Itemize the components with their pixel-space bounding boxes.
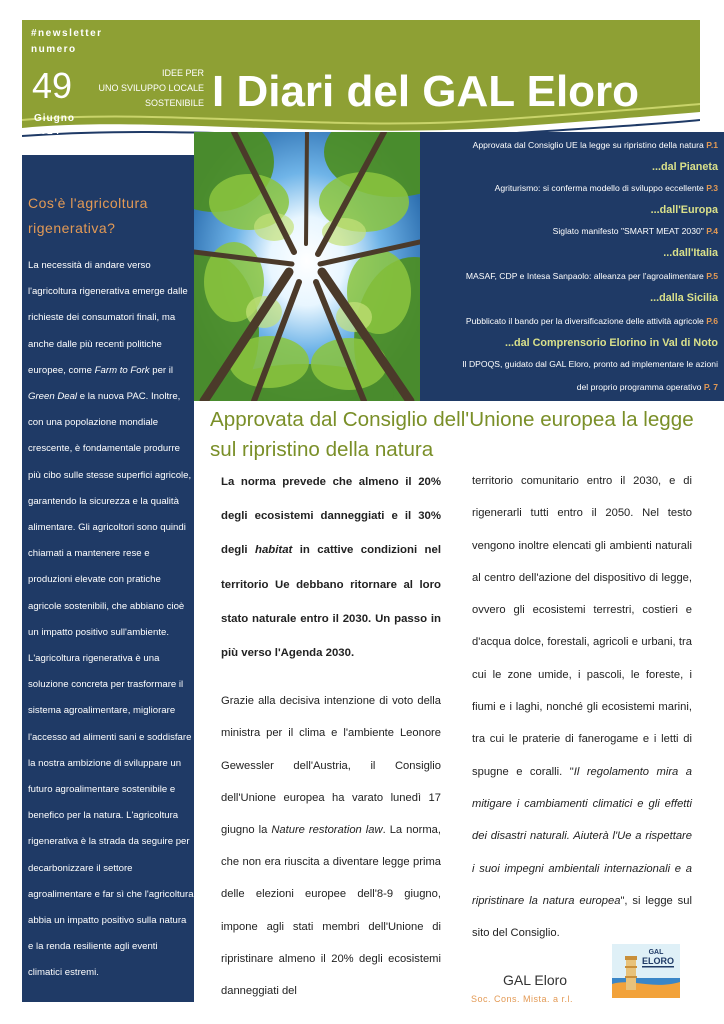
- body-part: . La norma, che non era riuscita a diventare legge prima delle elezioni europee dell'8-9 giugno, impone agli stati membri dell'Unione di ripristinare almeno il 20% degli ecosistemi danneggiati del: [221, 824, 441, 998]
- issue-number: 49: [32, 65, 73, 106]
- signature-subtitle: Soc. Cons. Mista. a r.l.: [471, 994, 574, 1004]
- issue-month: Giugno: [34, 113, 75, 124]
- issue-date: [34, 112, 75, 138]
- toc-item-title: del proprio programma operativo: [576, 382, 704, 392]
- tagline-line: IDEE PER: [161, 68, 204, 78]
- toc-item-page: P.1: [706, 140, 718, 150]
- toc-item-page: P.3: [706, 183, 718, 193]
- gal-eloro-logo: [612, 944, 680, 998]
- tagline-line: UNO SVILUPPO LOCALE: [98, 83, 204, 93]
- lead-part: in cattive condizioni nel territorio Ue debbano ritornare al loro stato naturale entro il 2030. Un passo in più verso l'Agenda 2030.: [221, 544, 441, 660]
- toc-item-page: P. 7: [703, 382, 718, 392]
- toc-section[interactable]: ...dall'Italia: [663, 247, 718, 259]
- newsletter-label: #newsletter: [31, 28, 103, 39]
- toc-section[interactable]: ...dall'Europa: [650, 204, 718, 216]
- body-part: territorio comunitario entro il 2030, e di rigenerarli tutti entro il 2050. Nel testo vengono inoltre elencati gli ambienti naturali al centro dell'azione del dispositivo di legge, ovvero gli ecosistemi terrestri, costieri e d'acqua dolce, forestali, agricoli e urbani, tra cui le zone umide, i pascoli, le foreste, i fiumi e i laghi, nonché gli ecosistemi marini, tra cui le praterie di fanerogame e i letti di spugne e coralli. ": [472, 475, 692, 778]
- newsletter-tag: [31, 26, 103, 58]
- toc-item-title: Siglato manifesto "SMART MEAT 2030": [552, 226, 707, 236]
- tagline-line: SOSTENIBILE: [144, 98, 204, 108]
- body-quote: Il regolamento mira a mitigare i cambiamenti climatici e gli effetti dei disastri naturali. Aiuterà l'Ue a rispettare i suoi impegni ambientali internazionali e a ripristinare la natura europea: [472, 765, 692, 907]
- sidebar-text: [28, 253, 194, 987]
- sidebar-text-emphasis: Farm to Fork: [94, 364, 150, 376]
- masthead: [22, 20, 700, 146]
- toc-item[interactable]: [466, 316, 718, 326]
- toc-item[interactable]: [553, 226, 718, 236]
- sidebar-text-part: per il: [149, 364, 174, 376]
- sidebar-text-emphasis: Green Deal: [28, 391, 78, 403]
- signature-name: GAL Eloro: [503, 972, 568, 988]
- toc-item[interactable]: [473, 140, 718, 150]
- article-body-right: [472, 465, 692, 949]
- toc-item-title: Il DPOQS, guidato dal GAL Eloro, pronto ad implementare le azioni: [462, 359, 718, 369]
- toc-item-page: P.6: [706, 316, 718, 326]
- toc-item-title: MASAF, CDP e Intesa Sanpaolo: alleanza per l'agroalimentare: [465, 271, 707, 281]
- numero-label: numero: [31, 44, 77, 55]
- newsletter-title: I Diari del GAL Eloro: [212, 67, 640, 116]
- toc-item[interactable]: [577, 382, 718, 392]
- logo-text-top: GAL: [648, 949, 664, 956]
- article-column-right: [472, 465, 692, 949]
- toc-item[interactable]: [462, 359, 718, 369]
- logo-text-main: ELORO: [641, 956, 675, 966]
- issue-year: 2024: [34, 126, 61, 137]
- forest-canopy-photo: [194, 132, 420, 401]
- body-part: Grazie alla decisiva intenzione di voto della ministra per il clima e l'ambiente Leonore Gewessler dell'Austria, il Consiglio dell'Unione europea ha varato lunedì 17 giugno la: [221, 695, 441, 837]
- article-body-left: [221, 685, 441, 1007]
- toc-section[interactable]: ...dal Comprensorio Elorino in Val di Noto: [505, 337, 718, 349]
- sidebar-text-part: La necessità di andare verso l'agricoltura rigenerativa emerge dalle richieste dei consumatori finali, ma anche dalle più recenti politiche europee, come: [28, 260, 188, 376]
- sidebar-title: Cos'è l'agricoltura rigenerativa?: [28, 195, 148, 236]
- lead-part: La norma prevede che almeno il 20% degli ecosistemi danneggiati e il 30% degli: [221, 476, 441, 557]
- article-column-left: [221, 465, 441, 1007]
- toc-item-title: Pubblicato il bando per la diversificazione delle attività agricole: [465, 316, 707, 326]
- tagline: [92, 66, 204, 111]
- sidebar-text-part: e la nuova PAC. Inoltre, con una popolazione mondiale crescente, è fondamentale produrre più cibo sulle stesse superfici agricole, garantendo la sicurezza e la qualità alimentare. Gli agricoltori sono quindi chiamati a mantenere rese e produzioni elevate con pratiche agricole sostenibili, che abbiano cioè un impatto positivo sull'ambiente. L'agricoltura rigenerativa è una soluzione concreta per trasformare il sistema agroalimentare, migliorare l'accesso ad alimenti sani e soddisfare la nostra ambizione di sviluppare un futuro agroalimentare sostenibile e benefico per la natura. L'agricoltura rigenerativa è la strada da seguire per decarbonizzare il settore agroalimentare e far sì che l'agricoltura abbia un impatto positivo sulla natura e la renda resiliente agli eventi climatici estremi.: [28, 391, 194, 979]
- article-title: Approvata dal Consiglio dell'Unione europea la legge sul ripristino della natura: [210, 408, 694, 461]
- toc-item-page: P.4: [706, 226, 718, 236]
- table-of-contents: [420, 132, 724, 401]
- toc-item-title: Agriturismo: si conferma modello di sviluppo eccellente: [494, 183, 707, 193]
- toc-item-title: Approvata dal Consiglio UE la legge su ripristino della natura: [472, 140, 707, 150]
- article-lead: [221, 465, 441, 670]
- toc-section[interactable]: ...dal Pianeta: [651, 161, 718, 173]
- toc-item[interactable]: [495, 183, 718, 193]
- toc-section[interactable]: ...dalla Sicilia: [650, 292, 718, 304]
- toc-item-page: P.5: [706, 271, 718, 281]
- sidebar-box: [22, 155, 194, 1002]
- body-part: ", si legge sul sito del Consiglio.: [472, 894, 692, 940]
- body-emphasis: Nature restoration law: [271, 824, 383, 837]
- toc-item[interactable]: [466, 271, 718, 281]
- lead-emphasis: habitat: [255, 544, 293, 557]
